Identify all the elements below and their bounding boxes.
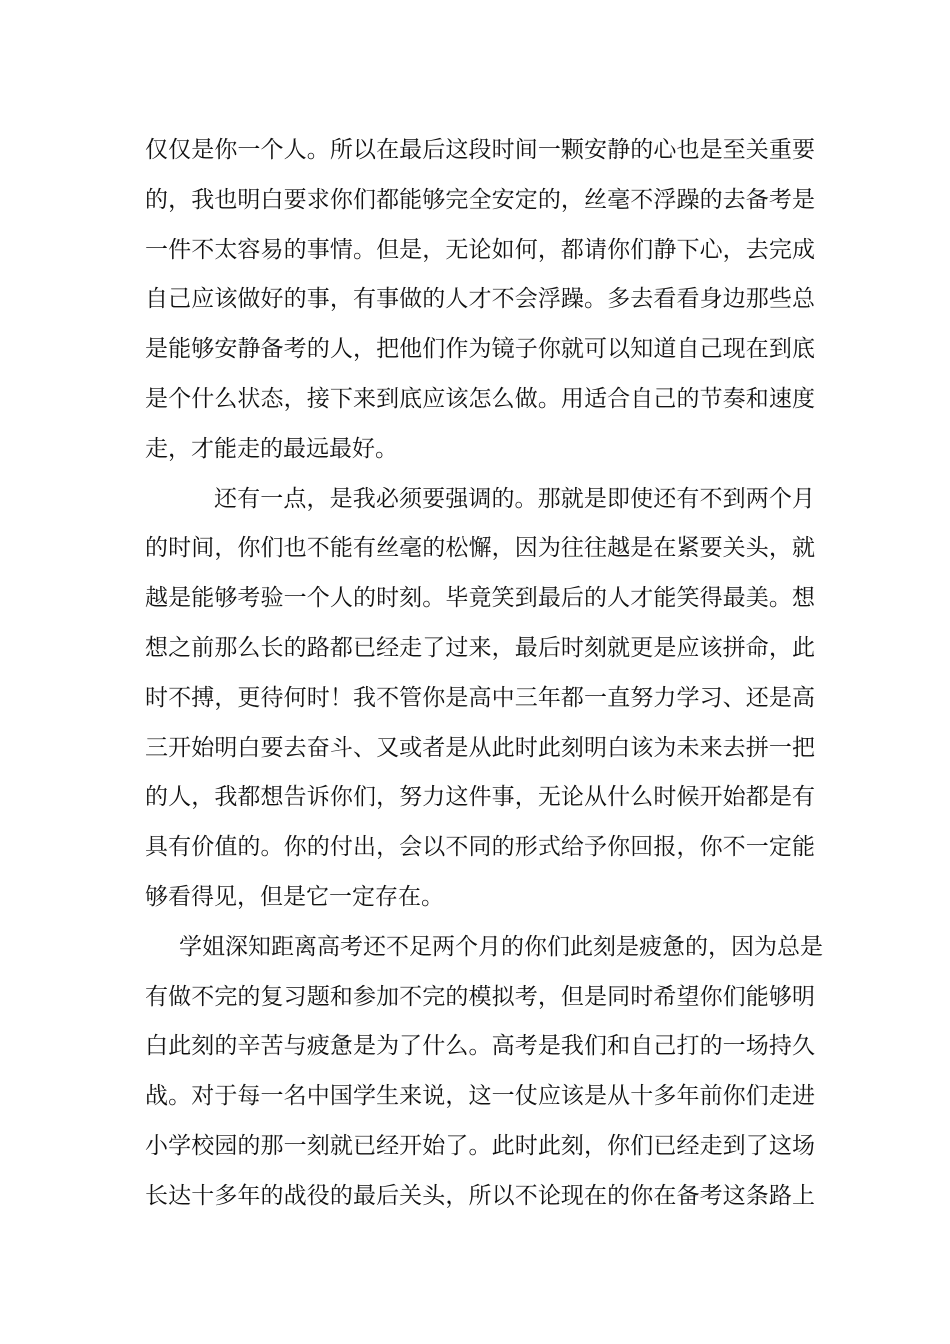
text-line: 长达十多年的战役的最后关头，所以不论现在的你在备考这条路上 (145, 1182, 815, 1209)
text-line: 的，我也明白要求你们都能够完全安定的，丝毫不浮躁的去备考是 (145, 186, 815, 213)
text-line: 仅仅是你一个人。所以在最后这段时间一颗安静的心也是至关重要 (145, 137, 815, 163)
text-line: 自己应该做好的事，有事做的人才不会浮躁。多去看看身边那些总 (145, 286, 815, 313)
text-line: 小学校园的那一刻就已经开始了。此时此刻，你们已经走到了这场 (145, 1132, 815, 1159)
paragraph-1 (145, 126, 815, 475)
text-line: 的时间，你们也不能有丝毫的松懈，因为往往越是在紧要关头，就 (145, 535, 815, 562)
body-text (145, 126, 823, 1222)
text-line: 时不搏，更待何时！我不管你是高中三年都一直努力学习、还是高 (145, 684, 815, 711)
paragraph-2 (145, 475, 815, 923)
text-line: 有做不完的复习题和参加不完的模拟考，但是同时希望你们能够明 (145, 983, 815, 1010)
text-line: 三开始明白要去奋斗、又或者是从此时此刻明白该为未来去拼一把 (145, 734, 815, 761)
text-line: 够看得见，但是它一定存在。 (145, 883, 444, 910)
paragraph-3 (145, 923, 823, 1222)
text-line: 的人，我都想告诉你们，努力这件事，无论从什么时候开始都是有 (145, 784, 815, 811)
text-line: 还有一点，是我必须要强调的。那就是即使还有不到两个月 (214, 485, 815, 512)
text-line: 具有价值的。你的付出，会以不同的形式给予你回报，你不一定能 (145, 834, 815, 861)
text-line: 越是能够考验一个人的时刻。毕竟笑到最后的人才能笑得最美。想 (145, 585, 815, 612)
text-line: 走，才能走的最远最好。 (145, 435, 398, 462)
text-line: 是能够安静备考的人，把他们作为镜子你就可以知道自己现在到底 (145, 336, 815, 363)
text-line: 想之前那么长的路都已经走了过来，最后时刻就更是应该拼命，此 (145, 634, 815, 661)
text-line: 学姐深知距离高考还不足两个月的你们此刻是疲惫的，因为总是 (179, 933, 823, 960)
text-line: 战。对于每一名中国学生来说，这一仗应该是从十多年前你们走进 (145, 1083, 815, 1110)
text-line: 是个什么状态，接下来到底应该怎么做。用适合自己的节奏和速度 (145, 385, 815, 412)
text-line: 白此刻的辛苦与疲惫是为了什么。高考是我们和自己打的一场持久 (145, 1033, 815, 1060)
text-line: 一件不太容易的事情。但是，无论如何，都请你们静下心，去完成 (145, 236, 815, 263)
